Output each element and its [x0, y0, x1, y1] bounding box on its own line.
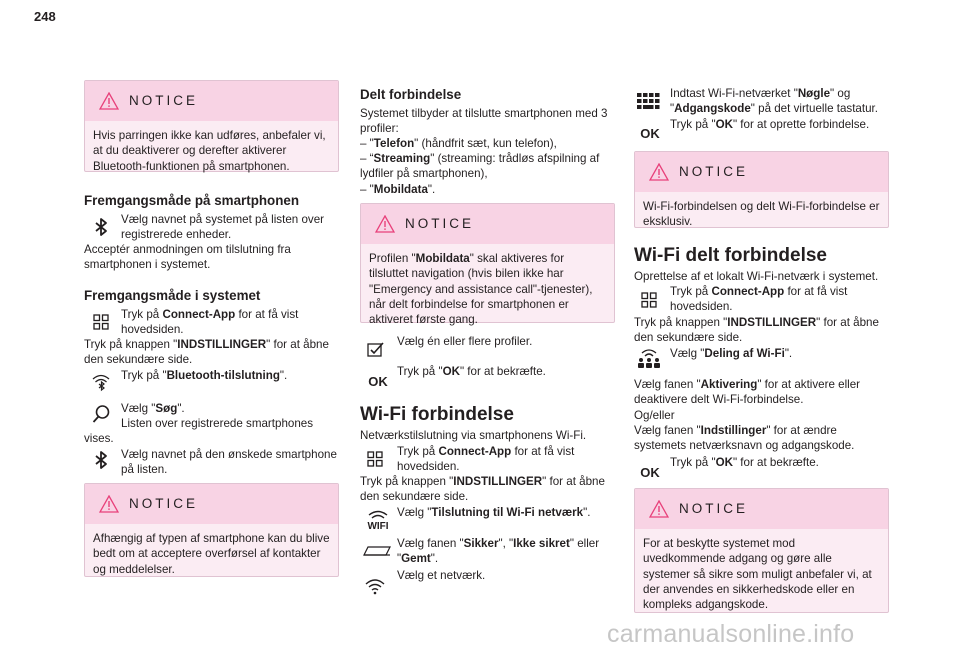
- notice-text: Profilen "Mobildata" skal aktiveres for tilsluttet navigation (hvis bilen ikke har "Emergency and assistance call"-tjenester), når delt forbindelse for smartphonen er aktiveret første gang.: [369, 252, 593, 327]
- checkbox-edit-icon: [364, 338, 386, 360]
- tab-icon: [362, 539, 392, 561]
- warning-icon: [649, 500, 669, 518]
- notice-title: NOTICE: [405, 216, 475, 232]
- wifi-step-connect-app: Tryk på Connect-App for at få vist hovedsiden.: [397, 445, 575, 474]
- profile-mobile-data: – "Mobildata".: [360, 183, 436, 196]
- hotspot-and-or: Og/eller: [634, 409, 675, 422]
- notice-text: Hvis parringen ikke kan udføres, anbefaler vi, at du deaktiverer og derefter aktiverer Bluetooth-funktionen på smartphonen.: [93, 129, 326, 173]
- notice-title: NOTICE: [129, 496, 199, 512]
- profile-streaming: – “Streaming" (streaming: trådløs afspilning af lydfiler på smartphonen),: [360, 152, 600, 181]
- system-step-settings: Tryk på knappen "INDSTILLINGER" for at åbne den sekundære side.: [84, 338, 329, 367]
- warning-icon: [375, 215, 395, 233]
- connect-ok: Tryk på "OK" for at oprette forbindelse.: [670, 118, 870, 131]
- notice-text: For at beskytte systemet mod uvedkommende adgang og gøre alle systemer så sikre som muligt anbefaler vi, at der anvendes en sikkerhedskode eller en kompleks adgangskode.: [643, 537, 872, 612]
- watermark: carmanualsonline.info: [607, 620, 855, 648]
- notice-header: [635, 489, 888, 529]
- ok-icon: OK: [640, 465, 660, 481]
- system-step-list-shown: Listen over registrerede smartphones vises.: [84, 417, 314, 446]
- notice-box-mobile-data: [360, 203, 615, 327]
- system-step-connect-app: Tryk på Connect-App for at få vist hovedsiden.: [121, 308, 299, 337]
- warning-icon: [99, 495, 119, 513]
- notice-box-contacts: [84, 483, 339, 577]
- apps-grid-icon: [90, 311, 112, 333]
- notice-header: [361, 204, 614, 244]
- heading-phone-procedure: Fremgangsmåde på smartphonen: [84, 193, 300, 208]
- apps-grid-icon: [364, 448, 386, 470]
- page-number: 248: [34, 9, 56, 24]
- heading-wifi-connection: Wi-Fi forbindelse: [360, 404, 514, 425]
- hotspot-intro: Oprettelse af et lokalt Wi-Fi-netværk i systemet.: [634, 270, 879, 283]
- notice-box-pairing: [84, 80, 339, 172]
- notice-box-exclusive: [634, 151, 889, 228]
- heading-wifi-hotspot: Wi-Fi delt forbindelse: [634, 245, 827, 266]
- hotspot-step-share: Vælg "Deling af Wi-Fi".: [670, 347, 793, 360]
- bluetooth-icon-2: [90, 449, 112, 471]
- wifi-text-icon: [363, 508, 393, 530]
- system-step-bluetooth: Tryk på "Bluetooth-tilslutning".: [121, 369, 288, 382]
- notice-header: [635, 152, 888, 192]
- hotspot-step-settings: Tryk på knappen "INDSTILLINGER" for at åbne den sekundære side.: [634, 316, 879, 345]
- wifi-step-tabs: Vælg fanen "Sikker", "Ikke sikret" eller "Gemt".: [397, 537, 600, 566]
- wifi-intro: Netværkstilslutning via smartphonens Wi-Fi.: [360, 429, 587, 442]
- wifi-step-settings: Tryk på knappen "INDSTILLINGER" for at åbne den sekundære side.: [360, 475, 605, 504]
- notice-title: NOTICE: [129, 93, 199, 109]
- enter-key-password: Indtast Wi-Fi-netværket "Nøgle" og "Adgangskode" på det virtuelle tastatur.: [670, 87, 878, 116]
- wifi-step-select-network-menu: Vælg "Tilslutning til Wi-Fi netværk".: [397, 506, 591, 519]
- system-step-search: Vælg "Søg".: [121, 402, 185, 415]
- bluetooth-icon: [90, 216, 112, 238]
- phone-step-accept: Acceptér anmodningen om tilslutning fra smartphonen i systemet.: [84, 243, 291, 272]
- warning-icon: [99, 92, 119, 110]
- hotspot-step-settings-tab: Vælg fanen "Indstillinger" for at ændre systemets netværksnavn og adgangskode.: [634, 424, 855, 453]
- system-step-select-phone: Vælg navnet på den ønskede smartphone på listen.: [121, 448, 337, 477]
- notice-box-security: [634, 488, 889, 613]
- ok-icon: OK: [640, 126, 660, 142]
- notice-title: NOTICE: [679, 501, 749, 517]
- keyboard-icon: [636, 90, 662, 112]
- svg-text:WIFI: WIFI: [367, 521, 389, 530]
- notice-header: [85, 484, 338, 524]
- wifi-icon: [364, 575, 386, 597]
- wifi-step-select-network: Vælg et netværk.: [397, 569, 486, 582]
- notice-text: Afhængig af typen af smartphone kan du blive bedt om at acceptere overførsel af kontakter og meddelelser.: [93, 532, 330, 576]
- wifi-sharing-icon: [636, 347, 662, 369]
- share-intro: Systemet tilbyder at tilslutte smartphonen med 3 profiler:: [360, 107, 608, 136]
- notice-text: Wi-Fi-forbindelsen og delt Wi-Fi-forbindelse er eksklusiv.: [643, 200, 880, 229]
- hotspot-step-connect-app: Tryk på Connect-App for at få vist hovedsiden.: [670, 285, 848, 314]
- heading-system-procedure: Fremgangsmåde i systemet: [84, 288, 261, 303]
- notice-title: NOTICE: [679, 164, 749, 180]
- notice-header: [85, 81, 338, 121]
- phone-step-select-system: Vælg navnet på systemet på listen over registrerede enheder.: [121, 213, 324, 242]
- apps-grid-icon: [638, 289, 660, 311]
- warning-icon: [649, 163, 669, 181]
- bluetooth-connect-icon: [90, 371, 112, 393]
- ok-icon: OK: [368, 374, 388, 390]
- select-profiles: Vælg én eller flere profiler.: [397, 335, 533, 348]
- profile-phone: – "Telefon" (håndfrit sæt, kun telefon),: [360, 137, 557, 150]
- confirm-ok: Tryk på "OK" for at bekræfte.: [397, 365, 546, 378]
- hotspot-step-activation: Vælg fanen "Aktivering" for at aktivere eller deaktivere delt Wi-Fi-forbindelse.: [634, 378, 861, 407]
- hotspot-confirm-ok: Tryk på "OK" for at bekræfte.: [670, 456, 819, 469]
- heading-shared-connection: Delt forbindelse: [360, 87, 462, 102]
